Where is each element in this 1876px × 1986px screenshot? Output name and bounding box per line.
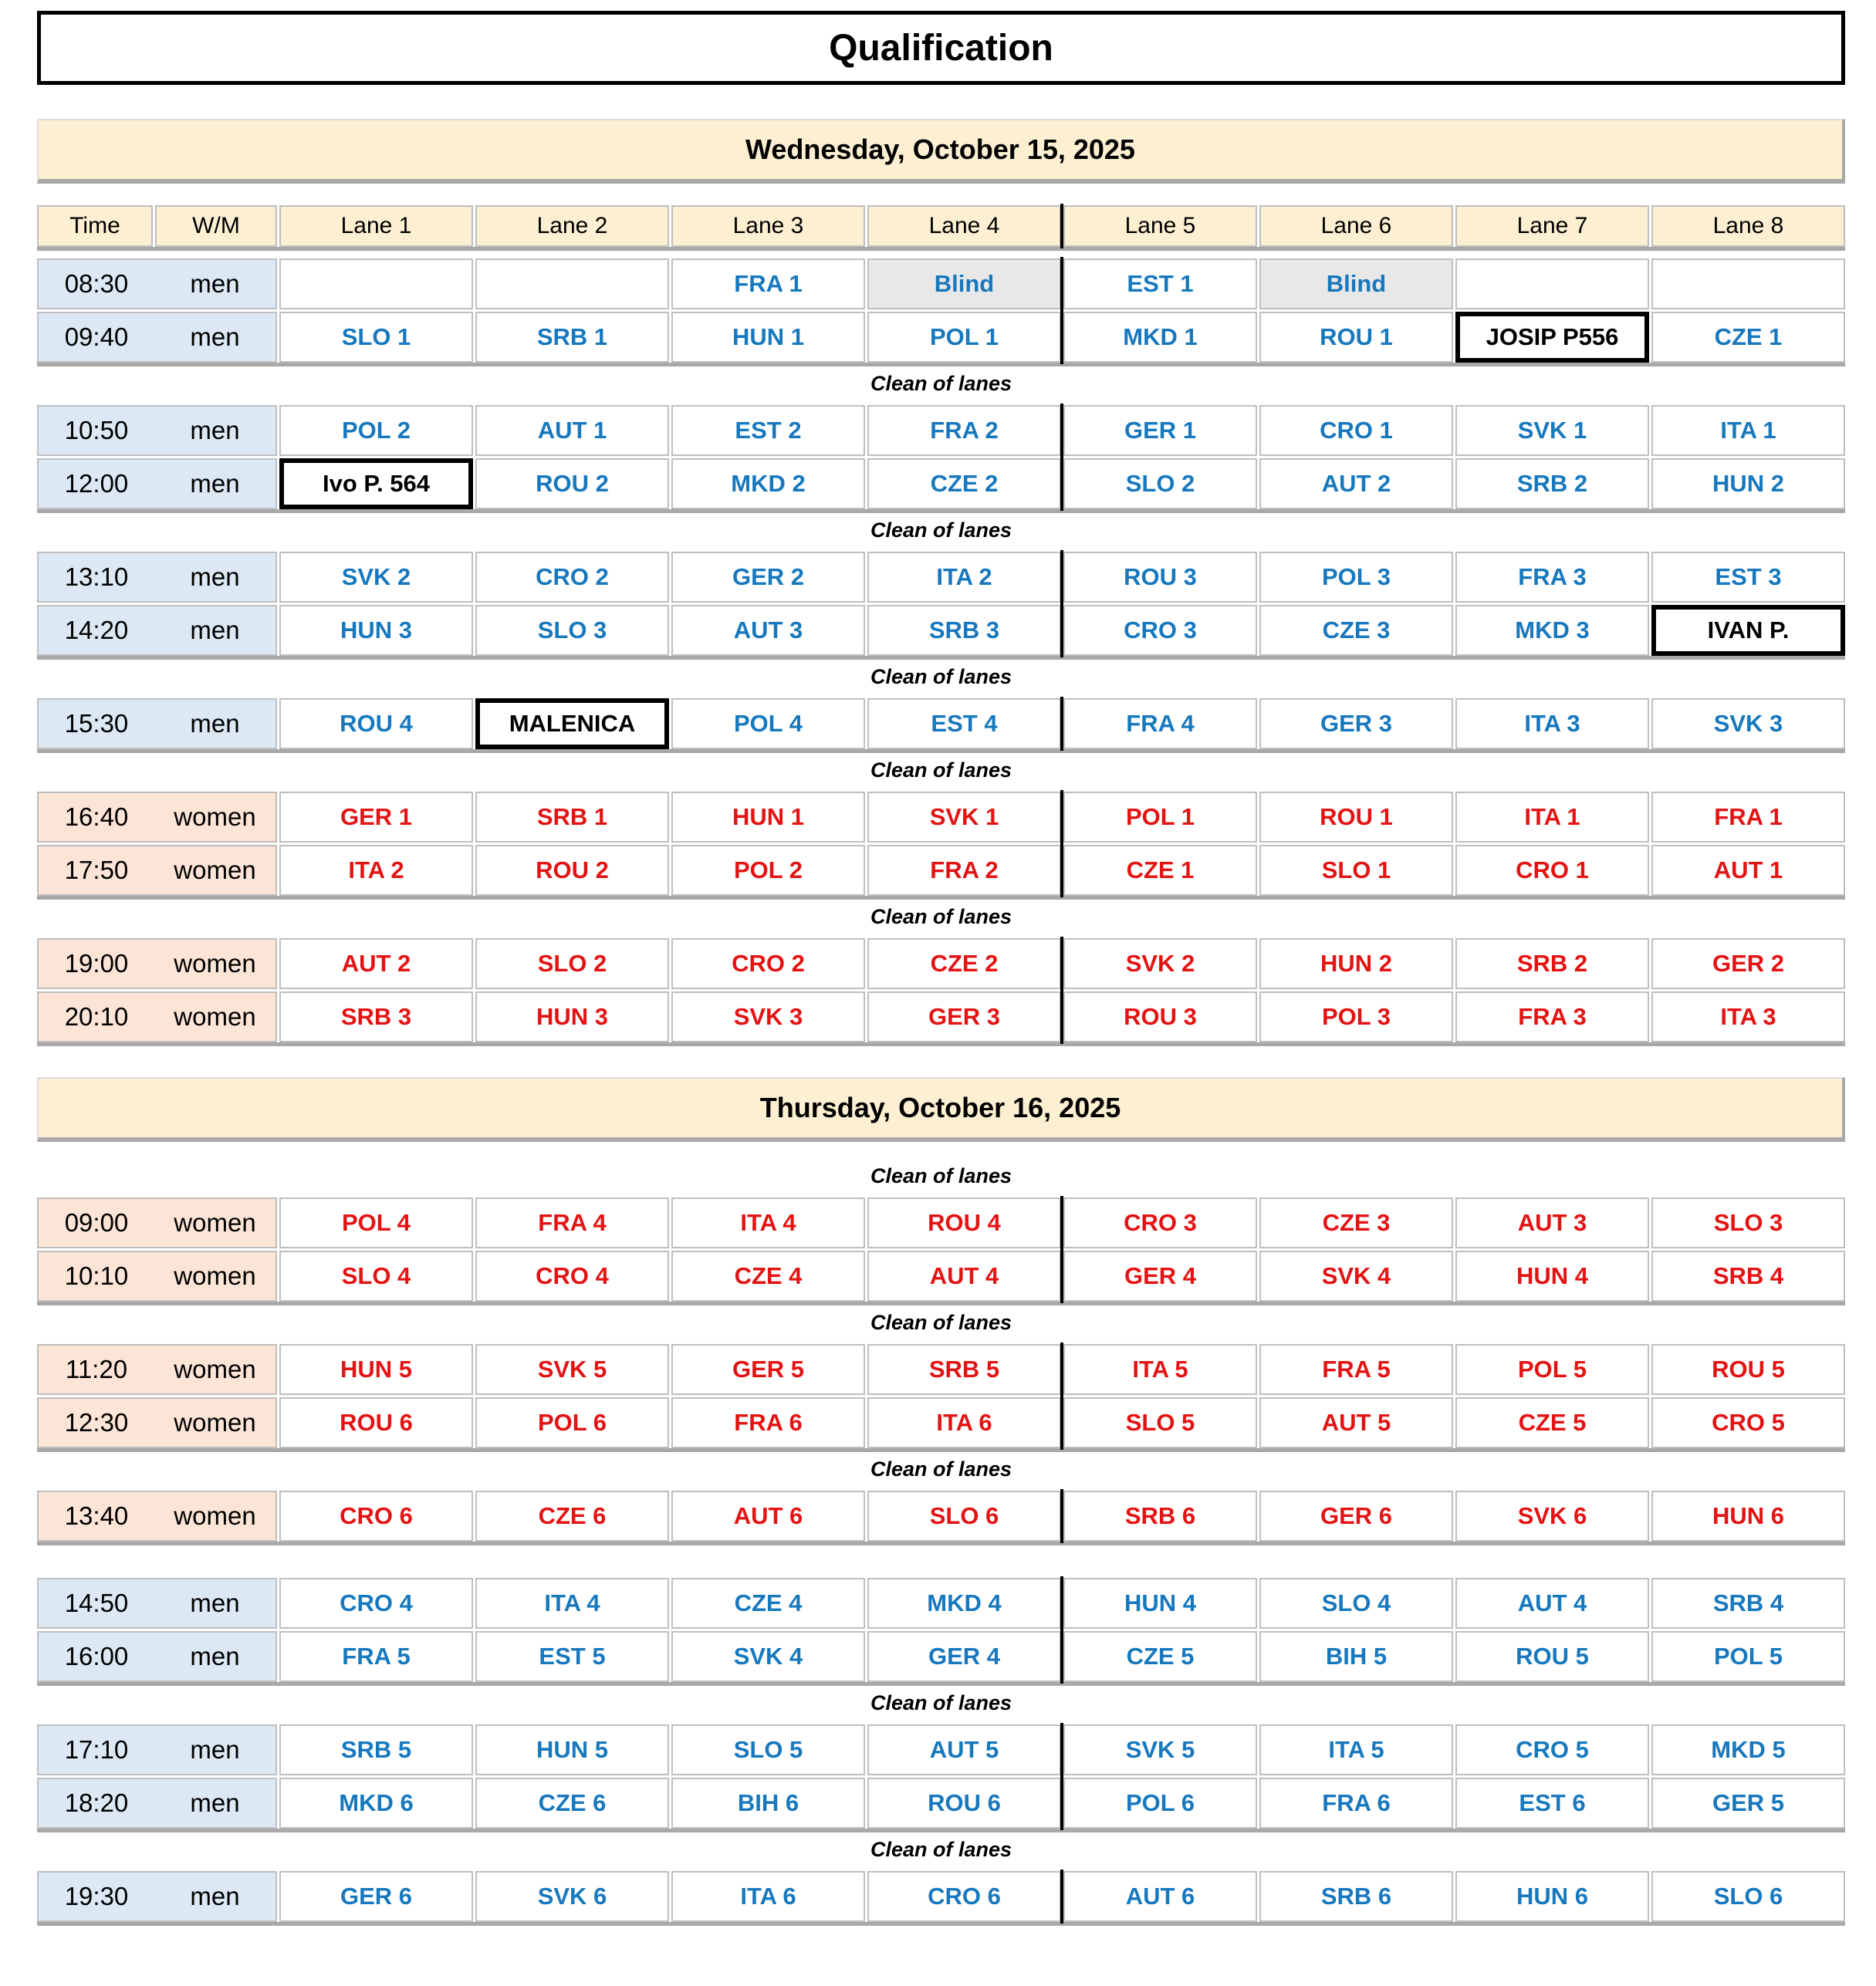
schedule-row	[37, 698, 1845, 749]
session-block	[37, 1871, 1845, 1926]
time-cell	[37, 1344, 277, 1395]
time-label: 16:00	[64, 1642, 129, 1670]
schedule-row	[37, 991, 1845, 1042]
lane-cell: ROU 3	[1063, 991, 1257, 1042]
lane-cell	[279, 258, 473, 309]
time-cell	[37, 1491, 277, 1542]
lane-cell: CRO 3	[1063, 605, 1257, 656]
lane-cell: CRO 1	[1455, 845, 1649, 896]
header-lane-5: Lane 5	[1063, 205, 1257, 247]
time-label: 16:40	[64, 802, 129, 831]
lane-cell: MKD 1	[1063, 312, 1257, 363]
group-label: men	[190, 1589, 240, 1617]
lane-cell: EST 5	[475, 1631, 669, 1682]
lane-cell: ITA 6	[867, 1397, 1061, 1448]
lane-cell: SVK 3	[671, 991, 865, 1042]
lane-cell: GER 1	[279, 792, 473, 843]
session-block	[37, 405, 1845, 513]
time-label: 09:40	[64, 323, 129, 351]
lane-cell: ROU 5	[1651, 1344, 1845, 1395]
lane-cell: ITA 4	[475, 1578, 669, 1629]
lane-cell: MKD 4	[867, 1578, 1061, 1629]
blind-cell: Blind	[1259, 258, 1453, 309]
lane-cell: CZE 4	[671, 1578, 865, 1629]
lane-cell: SVK 1	[1455, 405, 1649, 456]
group-label: men	[190, 1788, 240, 1817]
lane-cell: GER 2	[1651, 938, 1845, 989]
lane-cell: ROU 2	[475, 845, 669, 896]
session-block	[37, 1344, 1845, 1452]
lane-cell: FRA 2	[867, 405, 1061, 456]
lane-cell: ITA 1	[1651, 405, 1845, 456]
lane-cell: POL 6	[1063, 1778, 1257, 1829]
lane-cell: CZE 2	[867, 938, 1061, 989]
lane-cell: SLO 2	[1063, 458, 1257, 509]
time-cell	[37, 405, 277, 456]
lane-cell: AUT 2	[279, 938, 473, 989]
schedule-row	[37, 1344, 1845, 1395]
group-label: women	[174, 1501, 256, 1530]
schedule-row	[37, 458, 1845, 509]
group-label: men	[190, 616, 240, 644]
clean-of-lanes-label: Clean of lanes	[870, 1457, 1012, 1481]
time-cell	[37, 1871, 277, 1922]
lane-cell: SLO 5	[1063, 1397, 1257, 1448]
lane-cell: AUT 5	[1259, 1397, 1453, 1448]
time-cell	[37, 258, 277, 309]
lane-cell: MKD 5	[1651, 1724, 1845, 1775]
lane-cell: CZE 3	[1259, 605, 1453, 656]
lane-cell: SLO 4	[279, 1251, 473, 1302]
session-block	[37, 938, 1845, 1046]
lane-cell: GER 4	[867, 1631, 1061, 1682]
schedule-row	[37, 552, 1845, 603]
lane-cell: CZE 4	[671, 1251, 865, 1302]
lane-cell: SVK 6	[475, 1871, 669, 1922]
lane-cell: AUT 1	[475, 405, 669, 456]
lane-cell: GER 3	[867, 991, 1061, 1042]
time-cell	[37, 1724, 277, 1775]
lane-cell: GER 4	[1063, 1251, 1257, 1302]
session-block	[37, 552, 1845, 660]
lane-cell: FRA 5	[1259, 1344, 1453, 1395]
time-cell	[37, 458, 277, 509]
lane-cell: POL 2	[279, 405, 473, 456]
lane-cell: POL 5	[1455, 1344, 1649, 1395]
lane-cell: POL 3	[1259, 991, 1453, 1042]
lane-cell: AUT 3	[1455, 1197, 1649, 1248]
lane-cell: EST 3	[1651, 552, 1845, 603]
clean-of-lanes-label: Clean of lanes	[870, 372, 1012, 395]
schedule-row	[37, 1631, 1845, 1682]
group-label: men	[190, 323, 240, 351]
lane-cell: HUN 4	[1063, 1578, 1257, 1629]
lane-cell: HUN 3	[279, 605, 473, 656]
schedule-row	[37, 1491, 1845, 1542]
lane-cell: SRB 3	[279, 991, 473, 1042]
lane-cell: GER 5	[671, 1344, 865, 1395]
time-label: 13:40	[64, 1501, 129, 1530]
schedule-days	[37, 119, 1845, 1926]
lane-cell: ROU 6	[279, 1397, 473, 1448]
time-label: 18:20	[64, 1788, 129, 1817]
lane-cell: FRA 4	[1063, 698, 1257, 749]
group-label: women	[174, 949, 256, 978]
lane-cell: ITA 3	[1455, 698, 1649, 749]
lane-cell: SRB 1	[475, 792, 669, 843]
schedule-row	[37, 792, 1845, 843]
lane-cell: FRA 1	[1651, 792, 1845, 843]
lane-cell: CZE 3	[1259, 1197, 1453, 1248]
clean-of-lanes-label: Clean of lanes	[870, 518, 1012, 542]
lane-cell: BIH 5	[1259, 1631, 1453, 1682]
lane-cell: SRB 4	[1651, 1251, 1845, 1302]
lane-cell: CRO 4	[475, 1251, 669, 1302]
lane-cell: HUN 4	[1455, 1251, 1649, 1302]
time-label: 10:10	[64, 1262, 129, 1290]
lane-cell: CRO 2	[671, 938, 865, 989]
lane-cell: SVK 5	[475, 1344, 669, 1395]
lane-cell: SRB 5	[279, 1724, 473, 1775]
lane-cell: SVK 2	[1063, 938, 1257, 989]
group-label: women	[174, 1408, 256, 1437]
lane-cell: CRO 5	[1651, 1397, 1845, 1448]
session-block	[37, 698, 1845, 753]
group-label: women	[174, 802, 256, 831]
lane-cell: ITA 5	[1063, 1344, 1257, 1395]
lane-cell: GER 6	[279, 1871, 473, 1922]
session-block	[37, 1578, 1845, 1686]
session-block	[37, 1724, 1845, 1832]
time-label: 17:50	[64, 856, 129, 884]
schedule-row	[37, 1724, 1845, 1775]
schedule-row	[37, 1778, 1845, 1829]
schedule-row	[37, 938, 1845, 989]
lane-cell: GER 6	[1259, 1491, 1453, 1542]
lane-cell	[1651, 258, 1845, 309]
lane-cell: HUN 2	[1651, 458, 1845, 509]
lane-cell: POL 2	[671, 845, 865, 896]
lane-cell: POL 1	[867, 312, 1061, 363]
lane-cell: ITA 5	[1259, 1724, 1453, 1775]
lane-cell: SLO 6	[867, 1491, 1061, 1542]
lanes-header-row	[37, 205, 1845, 251]
lane-cell: MKD 2	[671, 458, 865, 509]
lane-cell: EST 1	[1063, 258, 1257, 309]
header-lane-4: Lane 4	[867, 205, 1061, 247]
lane-cell: FRA 3	[1455, 991, 1649, 1042]
lane-cell: FRA 6	[1259, 1778, 1453, 1829]
lane-cell: HUN 3	[475, 991, 669, 1042]
lane-cell: SLO 2	[475, 938, 669, 989]
lane-cell: AUT 3	[671, 605, 865, 656]
lane-cell: ROU 4	[867, 1197, 1061, 1248]
lane-cell: HUN 6	[1651, 1491, 1845, 1542]
clean-of-lanes-label: Clean of lanes	[870, 758, 1012, 782]
player-name-cell: Ivo P. 564	[279, 458, 473, 509]
time-cell	[37, 1397, 277, 1448]
time-label: 15:30	[64, 709, 129, 738]
lane-cell: CRO 2	[475, 552, 669, 603]
clean-of-lanes-label: Clean of lanes	[870, 1311, 1012, 1334]
lane-cell: SRB 6	[1259, 1871, 1453, 1922]
lane-cell: FRA 4	[475, 1197, 669, 1248]
lane-cell: ITA 2	[867, 552, 1061, 603]
header-lane-3: Lane 3	[671, 205, 865, 247]
lane-cell: ROU 1	[1259, 792, 1453, 843]
lane-cell: AUT 1	[1651, 845, 1845, 896]
time-label: 14:50	[64, 1589, 129, 1617]
day-banner: Wednesday, October 15, 2025	[37, 119, 1845, 184]
lane-cell: ROU 6	[867, 1778, 1061, 1829]
lane-cell: HUN 1	[671, 792, 865, 843]
header-lane-2: Lane 2	[475, 205, 669, 247]
time-cell	[37, 938, 277, 989]
clean-of-lanes-label: Clean of lanes	[870, 1164, 1012, 1187]
lane-cell: SRB 5	[867, 1344, 1061, 1395]
lane-cell: SLO 1	[1259, 845, 1453, 896]
lane-cell: SLO 6	[1651, 1871, 1845, 1922]
player-name-cell: JOSIP P556	[1455, 312, 1649, 363]
lane-cell: MKD 3	[1455, 605, 1649, 656]
header-lane-7: Lane 7	[1455, 205, 1649, 247]
lane-cell: CRO 5	[1455, 1724, 1649, 1775]
header-wm: W/M	[155, 205, 277, 247]
time-cell	[37, 1197, 277, 1248]
spacer	[37, 1550, 1845, 1578]
time-label: 19:00	[64, 949, 129, 978]
group-label: men	[190, 1735, 240, 1764]
lane-cell: GER 1	[1063, 405, 1257, 456]
lane-cell: POL 4	[671, 698, 865, 749]
time-label: 10:50	[64, 416, 129, 444]
lane-cell: POL 3	[1259, 552, 1453, 603]
lane-cell: ROU 3	[1063, 552, 1257, 603]
page-title: Qualification	[37, 11, 1845, 85]
clean-of-lanes-label: Clean of lanes	[870, 1838, 1012, 1861]
lane-cell: AUT 6	[671, 1491, 865, 1542]
lane-cell: CZE 2	[867, 458, 1061, 509]
lane-cell: SVK 4	[671, 1631, 865, 1682]
lane-cell: SVK 4	[1259, 1251, 1453, 1302]
lane-cell: SVK 6	[1455, 1491, 1649, 1542]
lane-cell: ROU 1	[1259, 312, 1453, 363]
time-cell	[37, 1578, 277, 1629]
day-section-thursday	[37, 1077, 1845, 1926]
schedule-row	[37, 312, 1845, 363]
lane-cell: ITA 3	[1651, 991, 1845, 1042]
session-block	[37, 258, 1845, 366]
lane-cell: HUN 5	[475, 1724, 669, 1775]
time-label: 12:30	[64, 1408, 129, 1437]
time-cell	[37, 792, 277, 843]
time-cell	[37, 991, 277, 1042]
group-label: women	[174, 856, 256, 884]
lane-cell: EST 6	[1455, 1778, 1649, 1829]
schedule-row	[37, 1251, 1845, 1302]
lane-cell: SRB 2	[1455, 938, 1649, 989]
header-lane-6: Lane 6	[1259, 205, 1453, 247]
lane-cell: SVK 1	[867, 792, 1061, 843]
lane-cell: FRA 3	[1455, 552, 1649, 603]
clean-of-lanes-label: Clean of lanes	[870, 665, 1012, 688]
lane-cell: ROU 5	[1455, 1631, 1649, 1682]
schedule-row	[37, 1197, 1845, 1248]
lane-cell: SRB 6	[1063, 1491, 1257, 1542]
qualification-schedule-page	[37, 11, 1845, 1926]
group-label: men	[190, 1642, 240, 1670]
lane-cell: POL 6	[475, 1397, 669, 1448]
lane-cell: ROU 4	[279, 698, 473, 749]
lane-cell: CRO 3	[1063, 1197, 1257, 1248]
lane-cell: SLO 4	[1259, 1578, 1453, 1629]
lane-cell: CRO 4	[279, 1578, 473, 1629]
header-lane-8: Lane 8	[1651, 205, 1845, 247]
player-name-cell: IVAN P.	[1651, 605, 1845, 656]
lane-cell: POL 5	[1651, 1631, 1845, 1682]
lane-cell: FRA 1	[671, 258, 865, 309]
lane-cell: EST 4	[867, 698, 1061, 749]
time-label: 17:10	[64, 1735, 129, 1764]
lane-cell: CRO 6	[279, 1491, 473, 1542]
time-cell	[37, 1631, 277, 1682]
lane-cell: ITA 1	[1455, 792, 1649, 843]
lane-cell: SVK 5	[1063, 1724, 1257, 1775]
lane-cell: CZE 6	[475, 1491, 669, 1542]
lane-cell: CRO 1	[1259, 405, 1453, 456]
group-label: women	[174, 1208, 256, 1237]
lane-cell: HUN 6	[1455, 1871, 1649, 1922]
lane-cell: SLO 3	[1651, 1197, 1845, 1248]
time-label: 19:30	[64, 1882, 129, 1910]
lane-cell: AUT 2	[1259, 458, 1453, 509]
group-label: men	[190, 416, 240, 444]
day-banner: Thursday, October 16, 2025	[37, 1077, 1845, 1142]
time-label: 20:10	[64, 1002, 129, 1031]
group-label: women	[174, 1262, 256, 1290]
lane-cell: GER 5	[1651, 1778, 1845, 1829]
time-cell	[37, 605, 277, 656]
schedule-row	[37, 605, 1845, 656]
schedule-row	[37, 1397, 1845, 1448]
lane-cell: BIH 6	[671, 1778, 865, 1829]
time-cell	[37, 1778, 277, 1829]
clean-of-lanes-label: Clean of lanes	[870, 905, 1012, 928]
lane-cell: CZE 5	[1455, 1397, 1649, 1448]
lane-cell: CZE 5	[1063, 1631, 1257, 1682]
header-time: Time	[37, 205, 153, 247]
lane-cell: FRA 2	[867, 845, 1061, 896]
schedule-row	[37, 405, 1845, 456]
time-label: 08:30	[64, 269, 129, 298]
time-label: 12:00	[64, 469, 129, 498]
group-label: women	[174, 1355, 256, 1383]
lane-cell: SLO 1	[279, 312, 473, 363]
lane-cell: SRB 1	[475, 312, 669, 363]
group-label: men	[190, 562, 240, 591]
lane-cell: POL 4	[279, 1197, 473, 1248]
time-cell	[37, 1251, 277, 1302]
lane-cell: ITA 2	[279, 845, 473, 896]
lane-cell: POL 1	[1063, 792, 1257, 843]
lane-cell: CZE 1	[1063, 845, 1257, 896]
header-row	[37, 205, 1845, 247]
day-section-wednesday	[37, 119, 1845, 1046]
player-name-cell: MALENICA	[475, 698, 669, 749]
blind-cell: Blind	[867, 258, 1061, 309]
group-label: men	[190, 1882, 240, 1910]
lane-cell: HUN 2	[1259, 938, 1453, 989]
lane-cell: SVK 3	[1651, 698, 1845, 749]
group-label: men	[190, 269, 240, 298]
lane-cell	[475, 258, 669, 309]
time-cell	[37, 845, 277, 896]
lane-cell: AUT 4	[1455, 1578, 1649, 1629]
time-label: 14:20	[64, 616, 129, 644]
group-label: men	[190, 709, 240, 738]
time-cell	[37, 698, 277, 749]
time-label: 13:10	[64, 562, 129, 591]
lane-cell: ITA 4	[671, 1197, 865, 1248]
group-label: men	[190, 469, 240, 498]
schedule-row	[37, 1871, 1845, 1922]
lane-cell: SRB 2	[1455, 458, 1649, 509]
time-label: 09:00	[64, 1208, 129, 1237]
lane-cell: HUN 5	[279, 1344, 473, 1395]
lane-cell: HUN 1	[671, 312, 865, 363]
session-block	[37, 792, 1845, 900]
lane-cell: EST 2	[671, 405, 865, 456]
lane-cell: MKD 6	[279, 1778, 473, 1829]
lane-cell: SRB 3	[867, 605, 1061, 656]
group-label: women	[174, 1002, 256, 1031]
time-label: 11:20	[65, 1355, 128, 1383]
lane-cell: SLO 5	[671, 1724, 865, 1775]
lane-cell: GER 2	[671, 552, 865, 603]
lane-cell: CZE 6	[475, 1778, 669, 1829]
time-cell	[37, 552, 277, 603]
lane-cell: SLO 3	[475, 605, 669, 656]
session-block	[37, 1197, 1845, 1305]
lane-cell: AUT 5	[867, 1724, 1061, 1775]
lane-cell: SVK 2	[279, 552, 473, 603]
lane-cell: AUT 6	[1063, 1871, 1257, 1922]
lane-cell: CZE 1	[1651, 312, 1845, 363]
lane-cell: ROU 2	[475, 458, 669, 509]
lane-cell	[1455, 258, 1649, 309]
lane-cell: SRB 4	[1651, 1578, 1845, 1629]
lane-cell: FRA 5	[279, 1631, 473, 1682]
schedule-row	[37, 1578, 1845, 1629]
session-block	[37, 1491, 1845, 1545]
schedule-row	[37, 258, 1845, 309]
lane-cell: GER 3	[1259, 698, 1453, 749]
header-lane-1: Lane 1	[279, 205, 473, 247]
lane-cell: CRO 6	[867, 1871, 1061, 1922]
lane-cell: ITA 6	[671, 1871, 865, 1922]
lane-cell: AUT 4	[867, 1251, 1061, 1302]
time-cell	[37, 312, 277, 363]
lane-cell: FRA 6	[671, 1397, 865, 1448]
clean-of-lanes-label: Clean of lanes	[870, 1691, 1012, 1714]
schedule-row	[37, 845, 1845, 896]
